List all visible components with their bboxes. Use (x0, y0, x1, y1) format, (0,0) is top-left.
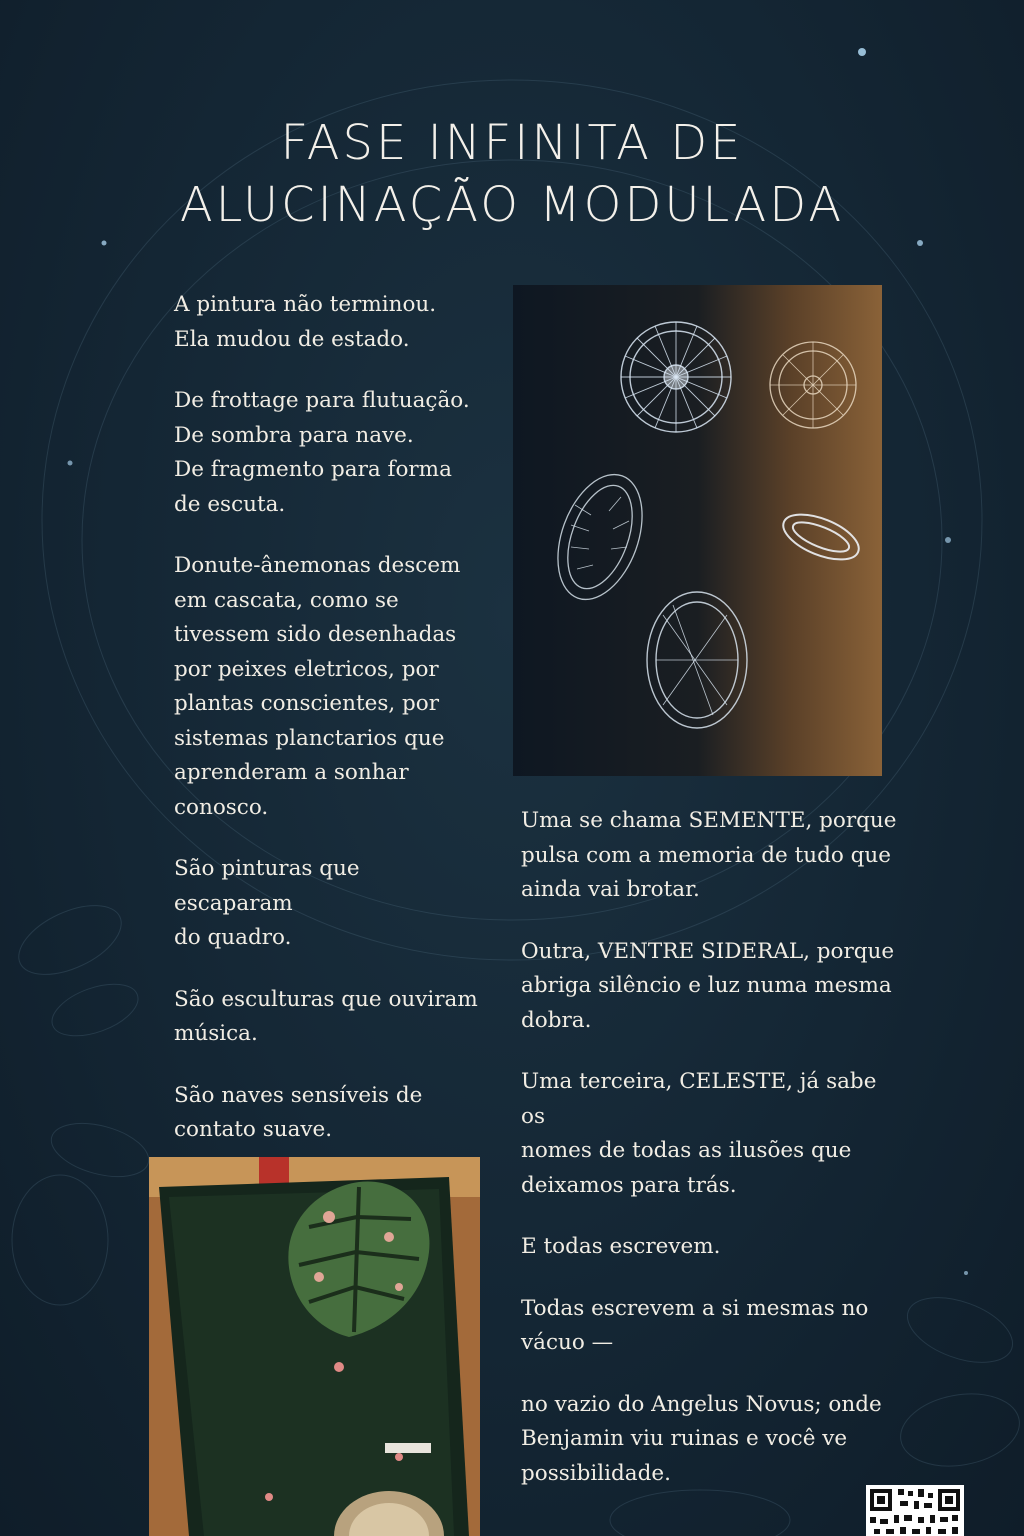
text-line: tivessem sido desenhadas (174, 622, 457, 647)
text-line: por peixes eletricos, por (174, 656, 439, 682)
paragraph (174, 852, 484, 956)
text-line: São pinturas que escaparam (174, 856, 360, 916)
text-line: do quadro. (174, 925, 292, 950)
text-line: deixamos para trás. (521, 1172, 737, 1198)
text-line: São esculturas que ouviram (174, 986, 478, 1012)
sculpture-image-monstera (149, 1157, 480, 1536)
text-line: ainda vai brotar. (521, 877, 700, 902)
text-line: São naves sensíveis de (174, 1082, 423, 1108)
text-line: A pintura não terminou. (174, 292, 437, 317)
right-text-column (521, 804, 906, 1518)
artwork-image-rings (513, 285, 882, 776)
paragraph (174, 1079, 484, 1148)
text-line: sistemas planctarios que (174, 725, 445, 751)
paragraph (174, 983, 484, 1052)
text-line: de escuta. (174, 491, 286, 517)
paragraph (521, 804, 906, 908)
text-line: possibilidade. (521, 1460, 671, 1486)
text-line: Ela mudou de estado. (174, 326, 410, 352)
text-line: abriga silêncio e luz numa mesma (521, 973, 892, 998)
paragraph (521, 1065, 906, 1203)
text-line: Donute-ânemonas descem (174, 553, 461, 578)
text-line: vácuo — (521, 1330, 614, 1355)
text-line: De frottage para flutuação. (174, 388, 470, 413)
text-line: Uma se chama SEMENTE, porque (521, 808, 897, 833)
text-line: Uma terceira, CELESTE, já sabe os (521, 1069, 877, 1129)
text-line: em cascata, como se (174, 587, 399, 613)
text-line: Benjamin viu ruinas e você ve (521, 1426, 848, 1451)
title-line-2: ALUCINAÇÃO MODULADA (179, 177, 845, 233)
text-line: conosco. (174, 794, 269, 820)
text-line: música. (174, 1021, 258, 1046)
paragraph (174, 384, 484, 522)
text-line: dobra. (521, 1007, 592, 1033)
page-title (0, 112, 1024, 236)
text-line: Outra, VENTRE SIDERAL, porque (521, 938, 895, 964)
text-line: pulsa com a memoria de tudo que (521, 842, 891, 868)
text-line: contato suave. (174, 1117, 333, 1142)
text-line: plantas conscientes, por (174, 691, 440, 716)
paragraph (174, 549, 484, 825)
text-line: E todas escrevem. (521, 1234, 721, 1259)
text-line: no vazio do Angelus Novus; onde (521, 1391, 882, 1417)
paragraph (521, 1292, 906, 1361)
text-line: De fragmento para forma (174, 457, 452, 482)
text-line: nomes de todas as ilusões que (521, 1138, 852, 1163)
paragraph (521, 935, 906, 1039)
title-line-1: FASE INFINITA DE (280, 115, 744, 171)
paragraph (521, 1230, 906, 1265)
qr-code-icon (866, 1485, 964, 1536)
text-line: aprenderam a sonhar (174, 760, 409, 785)
left-text-column (174, 288, 484, 1175)
paragraph (174, 288, 484, 357)
text-line: Todas escrevem a si mesmas no (521, 1295, 869, 1321)
text-line: De sombra para nave. (174, 422, 414, 448)
paragraph (521, 1388, 906, 1492)
